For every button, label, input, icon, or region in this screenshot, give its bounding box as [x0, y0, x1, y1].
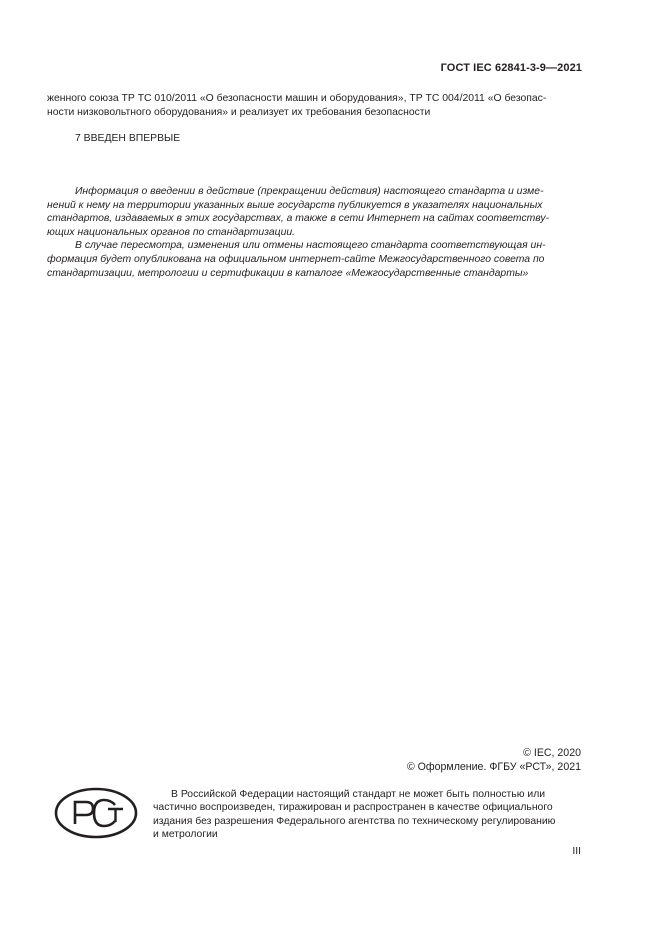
text-line: женного союза ТР ТС 010/2011 «О безопасности машин и оборудования», ТР ТС 004/2011 «О безопас- [47, 93, 547, 104]
rst-logo-icon [53, 786, 139, 840]
standard-code-header: ГОСТ IEC 62841-3-9—2021 [440, 62, 582, 74]
body-paragraph [47, 92, 582, 119]
text-line: формация будет опубликована на официальном интернет-сайте Межгосударственного совета по [47, 253, 545, 265]
item-introduced-first: 7 ВВЕДЕН ВПЕРВЫЕ [75, 133, 181, 144]
text-line: ности низковольтного оборудования» и реализует их требования безопасности [47, 106, 431, 118]
text-line: ющих национальных органов по стандартизации. [47, 226, 296, 238]
text-line: нений к нему на территории указанных выше государств публикуется в указателях национальных [47, 199, 543, 211]
text-line: В случае пересмотра, изменения или отмены настоящего стандарта соответствующая ин- [75, 240, 546, 252]
legal-notice [153, 788, 583, 842]
page-number: III [572, 846, 581, 857]
copyright-rst: © Оформление. ФГБУ «РСТ», 2021 [406, 761, 581, 773]
text-line: Информация о введении в действие (прекращении действия) настоящего стандарта и изме- [75, 186, 544, 197]
text-line: стандартизации, метрологии и сертификации в каталоге «Межгосударственные стандарты» [47, 267, 529, 279]
info-block [47, 185, 582, 280]
text-line: и метрологии [153, 829, 218, 841]
info-paragraph-2 [47, 239, 582, 280]
text-line: В Российской Федерации настоящий стандарт не может быть полностью или [171, 789, 546, 800]
copyright-iec: © IEC, 2020 [523, 747, 581, 759]
text-line: стандартов, издаваемых в этих государствах, а также в сети Интернет на сайтах соответству- [47, 213, 550, 225]
info-paragraph-1 [47, 185, 582, 239]
text-line: издания без разрешения Федерального агентства по техническому регулированию [153, 815, 556, 827]
text-line: частично воспроизведен, тиражирован и распространен в качестве официального [153, 802, 553, 814]
